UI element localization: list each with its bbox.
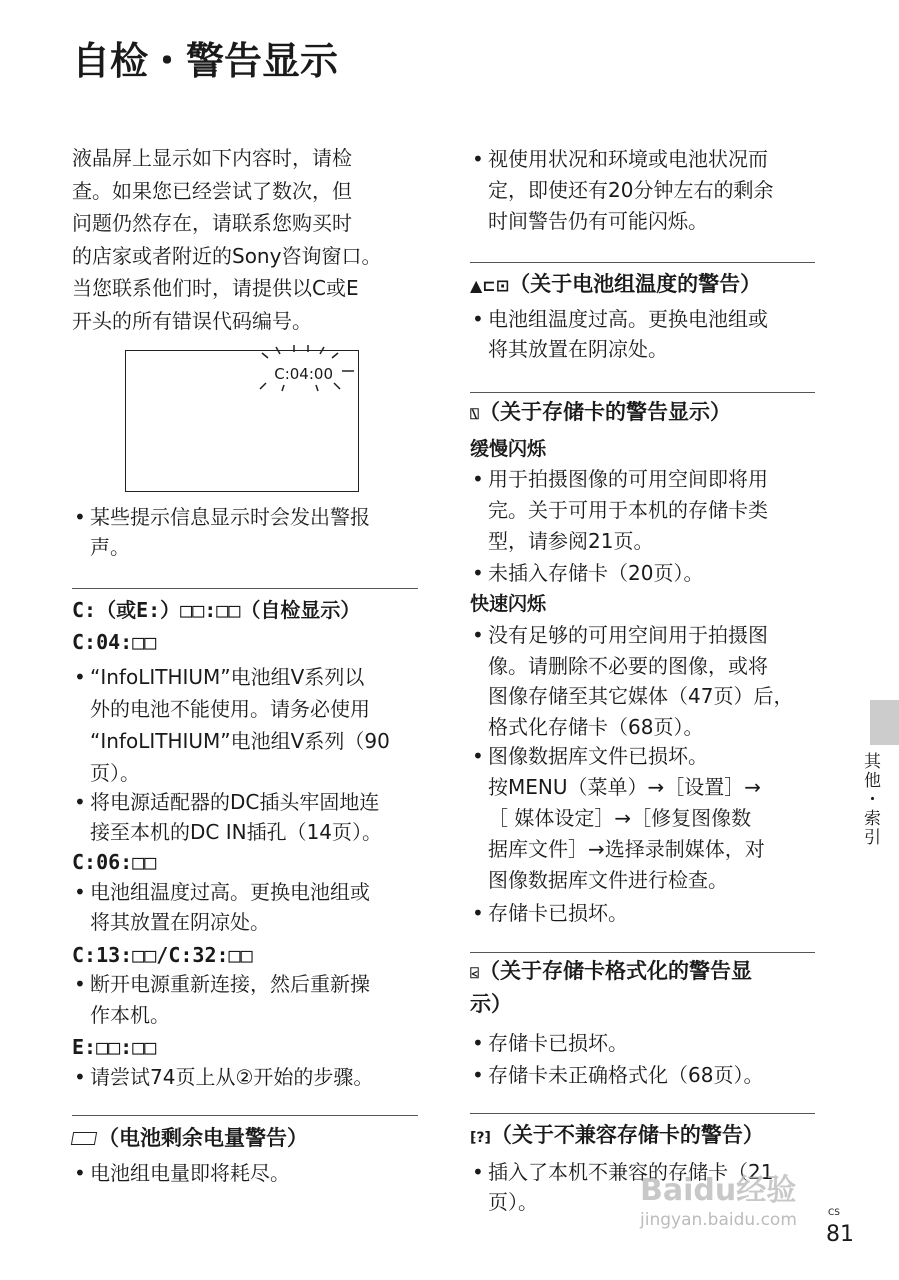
code-c13-c32: C:13:□□/C:32:□□ <box>72 943 253 967</box>
slow-bullet-1 <box>470 464 768 557</box>
text-line: 时间警告仍有可能闪烁。 <box>488 209 708 233</box>
text-line: 将其放置在阴凉处。 <box>488 337 668 361</box>
watermark: Baidu经验 <box>640 1173 797 1208</box>
e-bullet <box>72 1061 373 1093</box>
text-line: 未插入存储卡（20页）。 <box>488 561 704 585</box>
bullet-dot: • <box>472 561 484 585</box>
text-line: 页）。 <box>90 761 140 785</box>
text-line: 作本机。 <box>90 1003 170 1027</box>
code-e: E:□□:□□ <box>72 1035 157 1059</box>
battery-warning-header: （电池剩余电量警告） <box>72 1122 308 1154</box>
text-line: ［ 媒体设定］→［修复图像数 <box>488 806 752 830</box>
bullet-dot: • <box>472 901 484 925</box>
text-line: 视使用状况和环境或电池状况而 <box>488 147 768 171</box>
watermark-url: jingyan.baidu.com <box>640 1210 797 1230</box>
text-line: 断开电源重新连接，然后重新操 <box>90 972 370 996</box>
bullet-dot: • <box>472 467 484 491</box>
text-line: 的店家或者附近的Sony咨询窗口。 <box>72 243 382 268</box>
c04-bullet-1 <box>72 661 390 789</box>
bullet-dot: • <box>472 744 484 768</box>
bullet-dot: • <box>74 880 86 904</box>
text-line: 开头的所有错误代码编号。 <box>72 308 312 333</box>
intro-paragraph <box>72 142 381 337</box>
battery-bullet <box>72 1157 290 1189</box>
battery-temp-warning-icon: ▲⊏⊡ <box>470 276 510 295</box>
format-bullet-2 <box>470 1059 763 1091</box>
text-line: 用于拍摄图像的可用空间即将用 <box>488 467 768 491</box>
bullet-dot: • <box>74 665 86 689</box>
bullet-dot: • <box>472 623 484 647</box>
text-line: 问题仍然存在，请联系您购买时 <box>72 211 352 235</box>
text-line: 按MENU（菜单）→［设置］→ <box>488 775 762 799</box>
fast-blink-subhead: 快速闪烁 <box>470 593 547 615</box>
battery-low-icon <box>71 1132 97 1145</box>
bullet-dot: • <box>472 1031 484 1055</box>
card-format-warning-icon: ⍃ <box>470 964 480 982</box>
text-line: 插入了本机不兼容的存储卡（21 <box>488 1160 774 1184</box>
bullet-dot: • <box>472 147 484 171</box>
divider <box>470 392 815 393</box>
memory-card-warning-icon: ⍂ <box>470 405 480 423</box>
selfcheck-header: C:（或E:）□□:□□（自检显示） <box>72 598 361 622</box>
fast-bullet-3 <box>470 897 628 929</box>
bullet-dot: • <box>74 505 86 529</box>
text-line: 图像数据库文件进行检查。 <box>488 868 728 892</box>
divider <box>72 1115 418 1116</box>
text-line: 存储卡未正确格式化（68页）。 <box>488 1063 764 1087</box>
text-line: 将电源适配器的DC插头牢固地连 <box>90 790 380 814</box>
section-tab-label: 其他・索引 <box>860 752 880 847</box>
code-c06: C:06:□□ <box>72 850 157 874</box>
text-line: 某些提示信息显示时会发出警报 <box>90 505 370 529</box>
bullet-dot: • <box>472 307 484 331</box>
text-line: 定，即使还有20分钟左右的剩余 <box>488 178 774 202</box>
divider <box>72 588 418 589</box>
text-line: “InfoLITHIUM”电池组V系列（90 <box>90 729 390 753</box>
text-line: 没有足够的可用空间用于拍摄图 <box>488 623 768 647</box>
text-line: 存储卡已损坏。 <box>488 901 628 925</box>
bullet-dot: • <box>472 1160 484 1184</box>
c06-bullet <box>72 877 370 937</box>
format-bullet-1 <box>470 1027 628 1059</box>
battery-temp-header: ▲⊏⊡（关于电池组温度的警告） <box>470 272 762 296</box>
text-line: 电池组温度过高。更换电池组或 <box>90 880 370 904</box>
incompatible-card-icon: ⁅?⁆ <box>470 1130 491 1146</box>
incompatible-card-header: ⁅?⁆（关于不兼容存储卡的警告） <box>470 1123 764 1147</box>
c04-bullet-2 <box>72 787 382 847</box>
text-line: 像。请删除不必要的图像，或将 <box>488 653 768 678</box>
divider <box>470 952 815 953</box>
temp-bullet <box>470 304 768 364</box>
bullet-dot: • <box>472 1063 484 1087</box>
text-line: 外的电池不能使用。请务必使用 <box>90 697 370 721</box>
c13-bullet <box>72 969 370 1031</box>
bullet-dot: • <box>74 1065 86 1089</box>
screen-error-code: C:04:00 <box>271 365 336 383</box>
divider <box>470 262 815 263</box>
page-title: 自检・警告显示 <box>72 39 339 83</box>
bullet-dot: • <box>74 1161 86 1185</box>
text-line: “InfoLITHIUM”电池组V系列以 <box>90 665 365 689</box>
divider <box>470 1113 815 1114</box>
card-warning-header: ⍂（关于存储卡的警告显示） <box>470 400 732 424</box>
text-line: 查。如果您已经尝试了数次，但 <box>72 178 352 203</box>
text-line: 请尝试74页上从②开始的步骤。 <box>90 1065 374 1089</box>
text-line: 液晶屏上显示如下内容时，请检 <box>72 146 352 170</box>
fast-bullet-2 <box>470 741 765 896</box>
text-line: 存储卡已损坏。 <box>488 1031 628 1055</box>
text-line: 格式化存储卡（68页）。 <box>488 714 704 739</box>
bullet-dot: • <box>74 790 86 814</box>
page-number: 81 <box>826 1222 854 1247</box>
text-line: 接至本机的DC IN插孔（14页）。 <box>90 820 383 844</box>
text-line: 当您联系他们时，请提供以C或E <box>72 276 359 300</box>
code-c04: C:04:□□ <box>72 630 157 654</box>
section-tab-marker <box>870 700 899 745</box>
text-line: 电池组温度过高。更换电池组或 <box>488 307 768 331</box>
text-line: 图像存储至其它媒体（47页）后， <box>488 684 794 708</box>
fast-bullet-1 <box>470 620 793 742</box>
text-line: 据库文件］→选择录制媒体，对 <box>488 837 765 861</box>
text-line: 页）。 <box>488 1190 538 1214</box>
text-line: 图像数据库文件已损坏。 <box>488 744 708 768</box>
note-bullet <box>72 502 370 562</box>
text-line: 声。 <box>90 535 130 559</box>
text-line: 完。关于可用于本机的存储卡类 <box>488 498 768 522</box>
continued-bullet <box>470 144 773 237</box>
slow-blink-subhead: 缓慢闪烁 <box>470 438 547 460</box>
text-line: 型，请参阅21页。 <box>488 529 654 553</box>
lcd-screen-figure <box>125 350 359 492</box>
format-warning-header: ⍃（关于存储卡格式化的警告显 示） <box>470 959 753 1016</box>
slow-bullet-2 <box>470 557 703 589</box>
text-line: 将其放置在阴凉处。 <box>90 910 270 934</box>
page-language-code: CS <box>828 1208 840 1218</box>
bullet-dot: • <box>74 972 86 996</box>
text-line: 电池组电量即将耗尽。 <box>90 1161 290 1185</box>
blink-rays-icon <box>246 345 356 393</box>
